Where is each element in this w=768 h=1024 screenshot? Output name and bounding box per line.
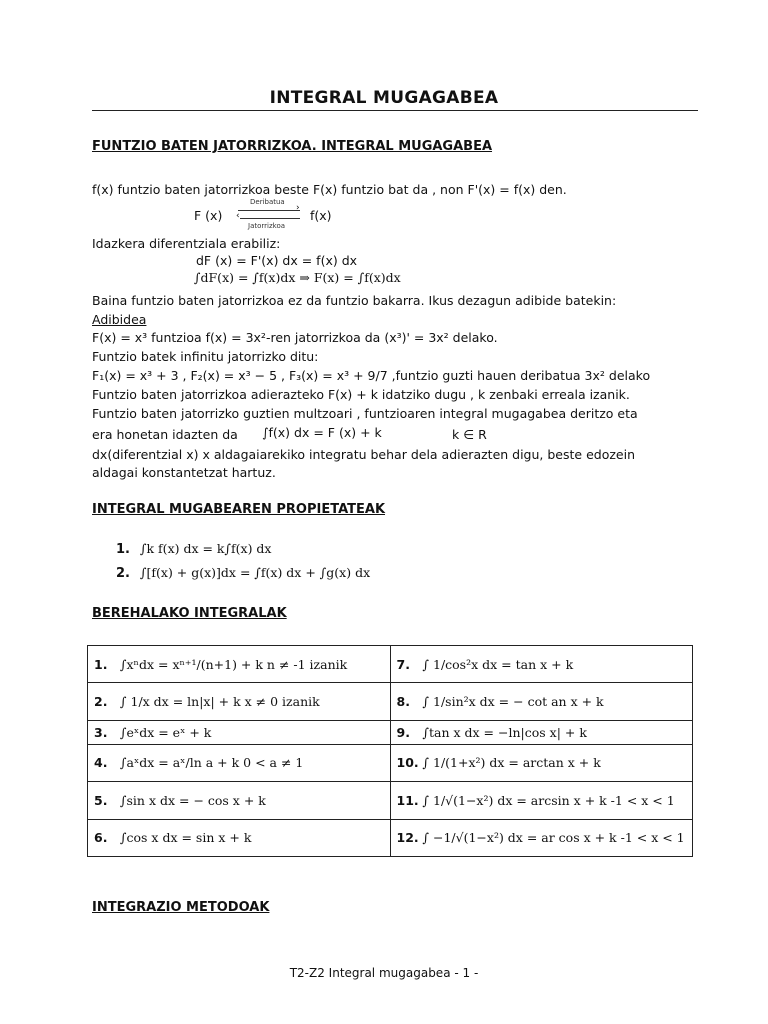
integral-formula: ∫cos x dx = sin x + k xyxy=(120,830,252,846)
integral-num: 11. xyxy=(396,792,419,808)
integral-num: 3. xyxy=(94,724,108,740)
prop1-num: 1. xyxy=(116,542,130,557)
integral-formula: ∫ −1/√(1−x²) dx = ar cos x + k -1 < x < 1 xyxy=(422,830,685,846)
integral-formula: ∫ 1/x dx = ln|x| + k x ≠ 0 izanik xyxy=(120,694,320,710)
integral-cell xyxy=(390,683,693,720)
page-title: INTEGRAL MUGAGABEA xyxy=(269,88,499,108)
s1-line10: dx(diferentzial x) x aldagaiarekiko integratu behar dela adierazten digu, beste edozein xyxy=(92,447,635,462)
table-row xyxy=(88,720,693,744)
table-row xyxy=(88,744,693,781)
integral-formula: ∫aˣdx = aˣ/ln a + k 0 < a ≠ 1 xyxy=(120,755,304,771)
s1-line4: F(x) = x³ funtzioa f(x) = 3x²-ren jatorrizkoa da (x³)' = 3x² delako. xyxy=(92,330,498,345)
integral-num: 9. xyxy=(396,724,410,740)
s1-line9b: ∫f(x) dx = F (x) + k xyxy=(262,425,382,440)
section1-heading: FUNTZIO BATEN JATORRIZKOA. INTEGRAL MUGAGABEA xyxy=(92,139,493,154)
s1-line5: Funtzio batek infinitu jatorrizko ditu: xyxy=(92,349,319,364)
integral-cell xyxy=(88,683,391,720)
table-row xyxy=(88,782,693,819)
integral-formula: ∫ 1/sin²x dx = − cot an x + k xyxy=(422,694,604,710)
integral-formula: ∫sin x dx = − cos x + k xyxy=(120,792,266,808)
diagram-arrow-left xyxy=(240,218,300,219)
integral-num: 6. xyxy=(94,830,108,846)
integral-num: 4. xyxy=(94,755,108,771)
prop1-formula: ∫k f(x) dx = k∫f(x) dx xyxy=(140,541,272,556)
s1-line1: f(x) funtzio baten jatorrizkoa beste F(x) funtzio bat da , non F'(x) = f(x) den. xyxy=(92,182,567,197)
s1-eq2: ∫dF(x) = ∫f(x)dx ⇒ F(x) = ∫f(x)dx xyxy=(194,270,401,285)
immediate-integrals-table xyxy=(87,645,693,857)
s1-eq1: dF (x) = F'(x) dx = f(x) dx xyxy=(196,253,358,268)
s1-line2: Idazkera diferentziala erabiliz: xyxy=(92,236,281,251)
example-label: Adibidea xyxy=(92,312,147,327)
s1-line3: Baina funtzio baten jatorrizkoa ez da funtzio bakarra. Ikus dezagun adibide batekin: xyxy=(92,293,617,308)
s1-line6: F₁(x) = x³ + 3 , F₂(x) = x³ − 5 , F₃(x) = x³ + 9/7 ,funtzio guzti hauen deribatua 3x² delako xyxy=(92,368,651,383)
diagram-bottom-label: Jatorrizkoa xyxy=(248,222,286,230)
integral-formula: ∫ 1/√(1−x²) dx = arcsin x + k -1 < x < 1 xyxy=(422,792,675,808)
table-row xyxy=(88,646,693,683)
integral-num: 10. xyxy=(396,755,419,771)
integral-cell xyxy=(88,744,391,781)
diagram-arrow-right xyxy=(238,210,300,211)
prop2-num: 2. xyxy=(116,566,130,581)
s1-line11: aldagai konstantetzat hartuz. xyxy=(92,465,276,480)
table-row xyxy=(88,819,693,856)
integral-cell xyxy=(88,819,391,856)
diagram-right: f(x) xyxy=(310,208,332,223)
integral-formula: ∫xⁿdx = xⁿ⁺¹/(n+1) + k n ≠ -1 izanik xyxy=(120,656,348,672)
integral-cell xyxy=(88,720,391,744)
integral-num: 8. xyxy=(396,694,410,710)
integral-cell xyxy=(390,744,693,781)
integral-num: 7. xyxy=(396,656,410,672)
integral-num: 5. xyxy=(94,792,108,808)
integral-cell xyxy=(88,782,391,819)
table-row xyxy=(88,683,693,720)
title-rule xyxy=(92,110,698,111)
integral-cell xyxy=(390,720,693,744)
integral-num: 12. xyxy=(396,830,419,846)
integral-cell xyxy=(390,646,693,683)
integral-cell xyxy=(88,646,391,683)
s1-line9c: k ∈ R xyxy=(452,427,487,442)
prop2-formula: ∫[f(x) + g(x)]dx = ∫f(x) dx + ∫g(x) dx xyxy=(140,565,371,580)
s1-line8: Funtzio baten jatorrizko guztien multzoari , funtzioaren integral mugagabea deritzo eta xyxy=(92,406,638,421)
s1-line7: Funtzio baten jatorrizkoa adierazteko F(x) + k idatziko dugu , k zenbaki erreala izanik. xyxy=(92,387,630,402)
section4-heading: INTEGRAZIO METODOAK xyxy=(92,900,270,915)
diagram-top-label: Deribatua xyxy=(250,198,285,206)
integral-formula: ∫ 1/(1+x²) dx = arctan x + k xyxy=(422,755,601,771)
integral-formula: ∫tan x dx = −ln|cos x| + k xyxy=(422,724,587,740)
s1-line9a: era honetan idazten da xyxy=(92,427,238,442)
page-footer: T2-Z2 Integral mugagabea - 1 - xyxy=(289,966,479,980)
integral-cell xyxy=(390,782,693,819)
arrow-head-left-icon: ‹ xyxy=(236,211,240,221)
integral-num: 2. xyxy=(94,694,108,710)
arrow-head-right-icon: › xyxy=(296,203,300,213)
integral-formula: ∫ 1/cos²x dx = tan x + k xyxy=(422,656,574,672)
integral-cell xyxy=(390,819,693,856)
section3-heading: BEREHALAKO INTEGRALAK xyxy=(92,606,287,621)
diagram-left: F (x) xyxy=(194,208,223,223)
integral-num: 1. xyxy=(94,656,108,672)
section2-heading: INTEGRAL MUGABEAREN PROPIETATEAK xyxy=(92,502,386,517)
integral-formula: ∫eˣdx = eˣ + k xyxy=(120,724,212,740)
